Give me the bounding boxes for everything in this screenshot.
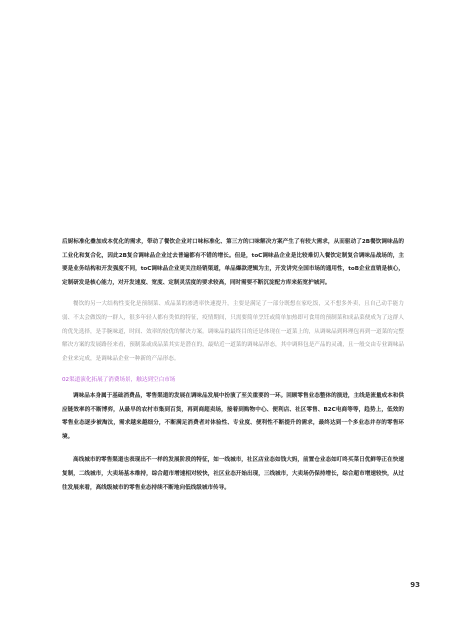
paragraph-prepared-dishes: 餐饮的另一大结构性变化是预制菜、成品菜的渗透率快速提升，主要是满足了一部分既想在家吃饭，又不想多外卖，且自己动手能力弱、不太会做饭的一群人，很多年轻人都有类似的特征，疫情期间，只需要简单烹饪或简单加热即可食用的预制菜和成品菜便成为了这群人的优先选择，是手腕味道，时间、效率的较优的解决方案。调味品的最终目的还是体现在一道菜上的，从调味品到料理包再到一道菜的完整解决方案的发展路径来看，预制菜或成品菜其实是潜在的，最贴近一道菜的调味品形态，其中调料包是产品的灵魂，且一般交由专业调味品企业来完成，是调味品企业一种新的产品形态。: [62, 301, 404, 362]
body-text: [62, 236, 404, 495]
paragraph-retail-channels: 调味品本身属于基础消费品，零售渠道的发展在调味品发展中扮演了至关重要的一环。回顾零售业态整体的演进，主线是流量成本和供应链效率的不断博弈，从最早的农村市集到百货，再到商超卖场，接着到购物中心、便利店、社区零售、B2C电商等等，趋势上，低效的零售业态逐步被淘汰，需求越来越细分，不断满足消费者对体验性、专业度、便利性不断提升的需求，最终达到一个多业态并存的零售环境。: [62, 392, 404, 440]
page-number: 93: [410, 581, 420, 589]
paragraph-standardization: 后厨标准化叠加成本优化的需求，带动了餐饮企业对口味标准化、第三方的口味解决方案产生了有较大需求，从而驱动了2B餐饮调味品的工业化和复合化，因此2B复合调味品企业过去普遍都有不错的增长。但是，toC调味品企业是比较难切入餐饮定制复合调味品战场的，主要是业务结构和开发强度不同，toC调味品企业更关注经销渠道，单品爆款逻辑为主，开发讲究全国市场的通用性，toB企业直销是核心，定制研发是核心能力，对开发速度、宽度、定制灵活度的要求较高，同时需要不断沉淀配方库来拓宽护城河。: [62, 239, 404, 286]
paragraph-city-tiers: 高线城市的零售渠道也表现出不一样的发展阶段的特征，如一线城市，社区店业态如钱大妈，前置仓业态如叮咚买菜日优鲜等正在快速复制，二线城市，大卖场基本维持，综合超市增速相对较快，社区业态开始出现，三线城市，大卖场仍保持增长，综合超市增速较快，从过往发展来看，高线级城市的零售业态持续不断地向低线级城市传导。: [62, 457, 404, 491]
section-heading: 02渠道演化拓展了消费场景，触达到空白市场: [62, 377, 176, 384]
